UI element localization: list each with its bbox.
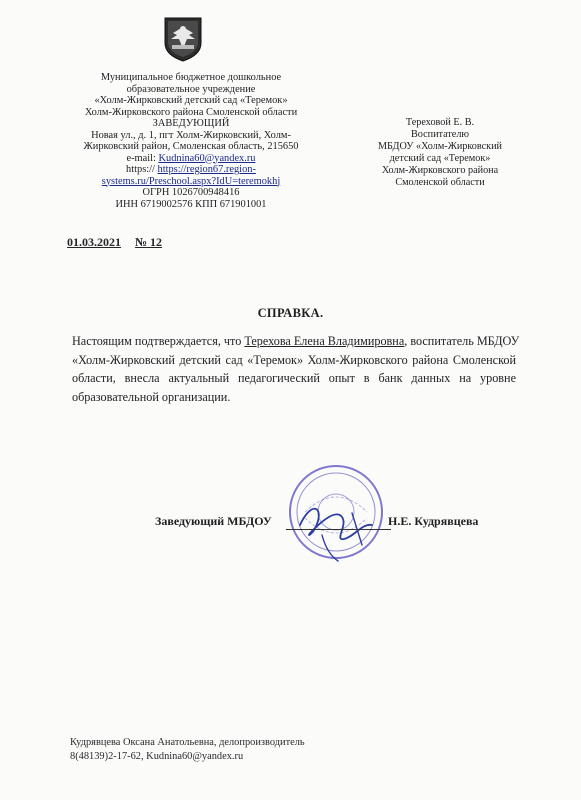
letterhead-line: Муниципальное бюджетное дошкольное (100, 72, 282, 83)
footer-contact (70, 736, 305, 763)
contact-phone-email: 8(48139)2-17-62, Kudnina60@yandex.ru (70, 750, 244, 762)
document-body (72, 332, 520, 407)
letterhead-line: Жирковский район, Смоленская область, 215650 (83, 141, 299, 152)
body-text: , воспитатель МБДОУ (404, 334, 520, 348)
document-date: 01.03.2021 (67, 235, 121, 249)
signature-line (286, 529, 391, 530)
url-line (60, 164, 322, 176)
recipient-line: Смоленской области (395, 177, 485, 188)
body-text: Настоящим подтверждается, что (72, 334, 245, 348)
url-label: https:// (126, 164, 158, 175)
body-line-3: области, внесла актуальный педагогический опыт в банк данных на уровне (72, 371, 516, 386)
employee-name: Терехова Елена Владимировна (244, 334, 405, 348)
signatory-name: Н.Е. Кудрявцева (388, 514, 479, 528)
website-link-continued[interactable]: systems.ru/Preschool.aspx?IdU=teremokhj (101, 175, 281, 187)
email-line (60, 153, 322, 165)
letterhead-line: ЗАВЕДУЮЩИЙ (152, 118, 230, 129)
letterhead-line: «Холм-Жирковский детский сад «Теремок» (94, 95, 288, 106)
recipient-block (356, 117, 524, 189)
url-line-2 (60, 176, 322, 188)
ogrn-line: ОГРН 1026700948416 (142, 187, 240, 198)
inn-kpp-line: ИНН 6719002576 КПП 671901001 (115, 198, 267, 210)
registration-line (67, 235, 162, 250)
recipient-line: Холм-Жирковского района (381, 165, 499, 176)
letterhead-line: образовательное учреждение (126, 83, 256, 95)
handwritten-signature-icon (292, 495, 382, 565)
recipient-line: детский сад «Теремок» (389, 153, 491, 164)
body-line-4: образовательной организации. (72, 390, 231, 405)
email-label: e-mail: (126, 152, 159, 164)
recipient-line: МБДОУ «Холм-Жирковский (377, 141, 503, 152)
email-link[interactable]: Kudnina60@yandex.ru (158, 152, 256, 164)
contact-person: Кудрявцева Оксана Анатольевна, делопроизводитель (70, 737, 305, 748)
signatory-position: Заведующий МБДОУ (155, 514, 272, 528)
letterhead-line: Холм-Жирковского района Смоленской области (84, 106, 298, 118)
body-line-2: «Холм-Жирковский детский сад «Теремок» Холм-Жирковского района Смоленской (72, 352, 516, 367)
body-line-1 (72, 332, 520, 351)
recipient-line: Тереховой Е. В. (405, 117, 475, 128)
recipient-line: Воспитателю (410, 129, 470, 140)
sender-letterhead (60, 72, 322, 210)
website-link[interactable]: https://region67.region- (157, 164, 256, 175)
letterhead-line: Новая ул., д. 1, пгт Холм-Жирковский, Холм- (91, 129, 291, 141)
document-number: № 12 (135, 235, 163, 249)
document-title: СПРАВКА. (257, 306, 324, 320)
coat-of-arms-icon (163, 15, 203, 62)
